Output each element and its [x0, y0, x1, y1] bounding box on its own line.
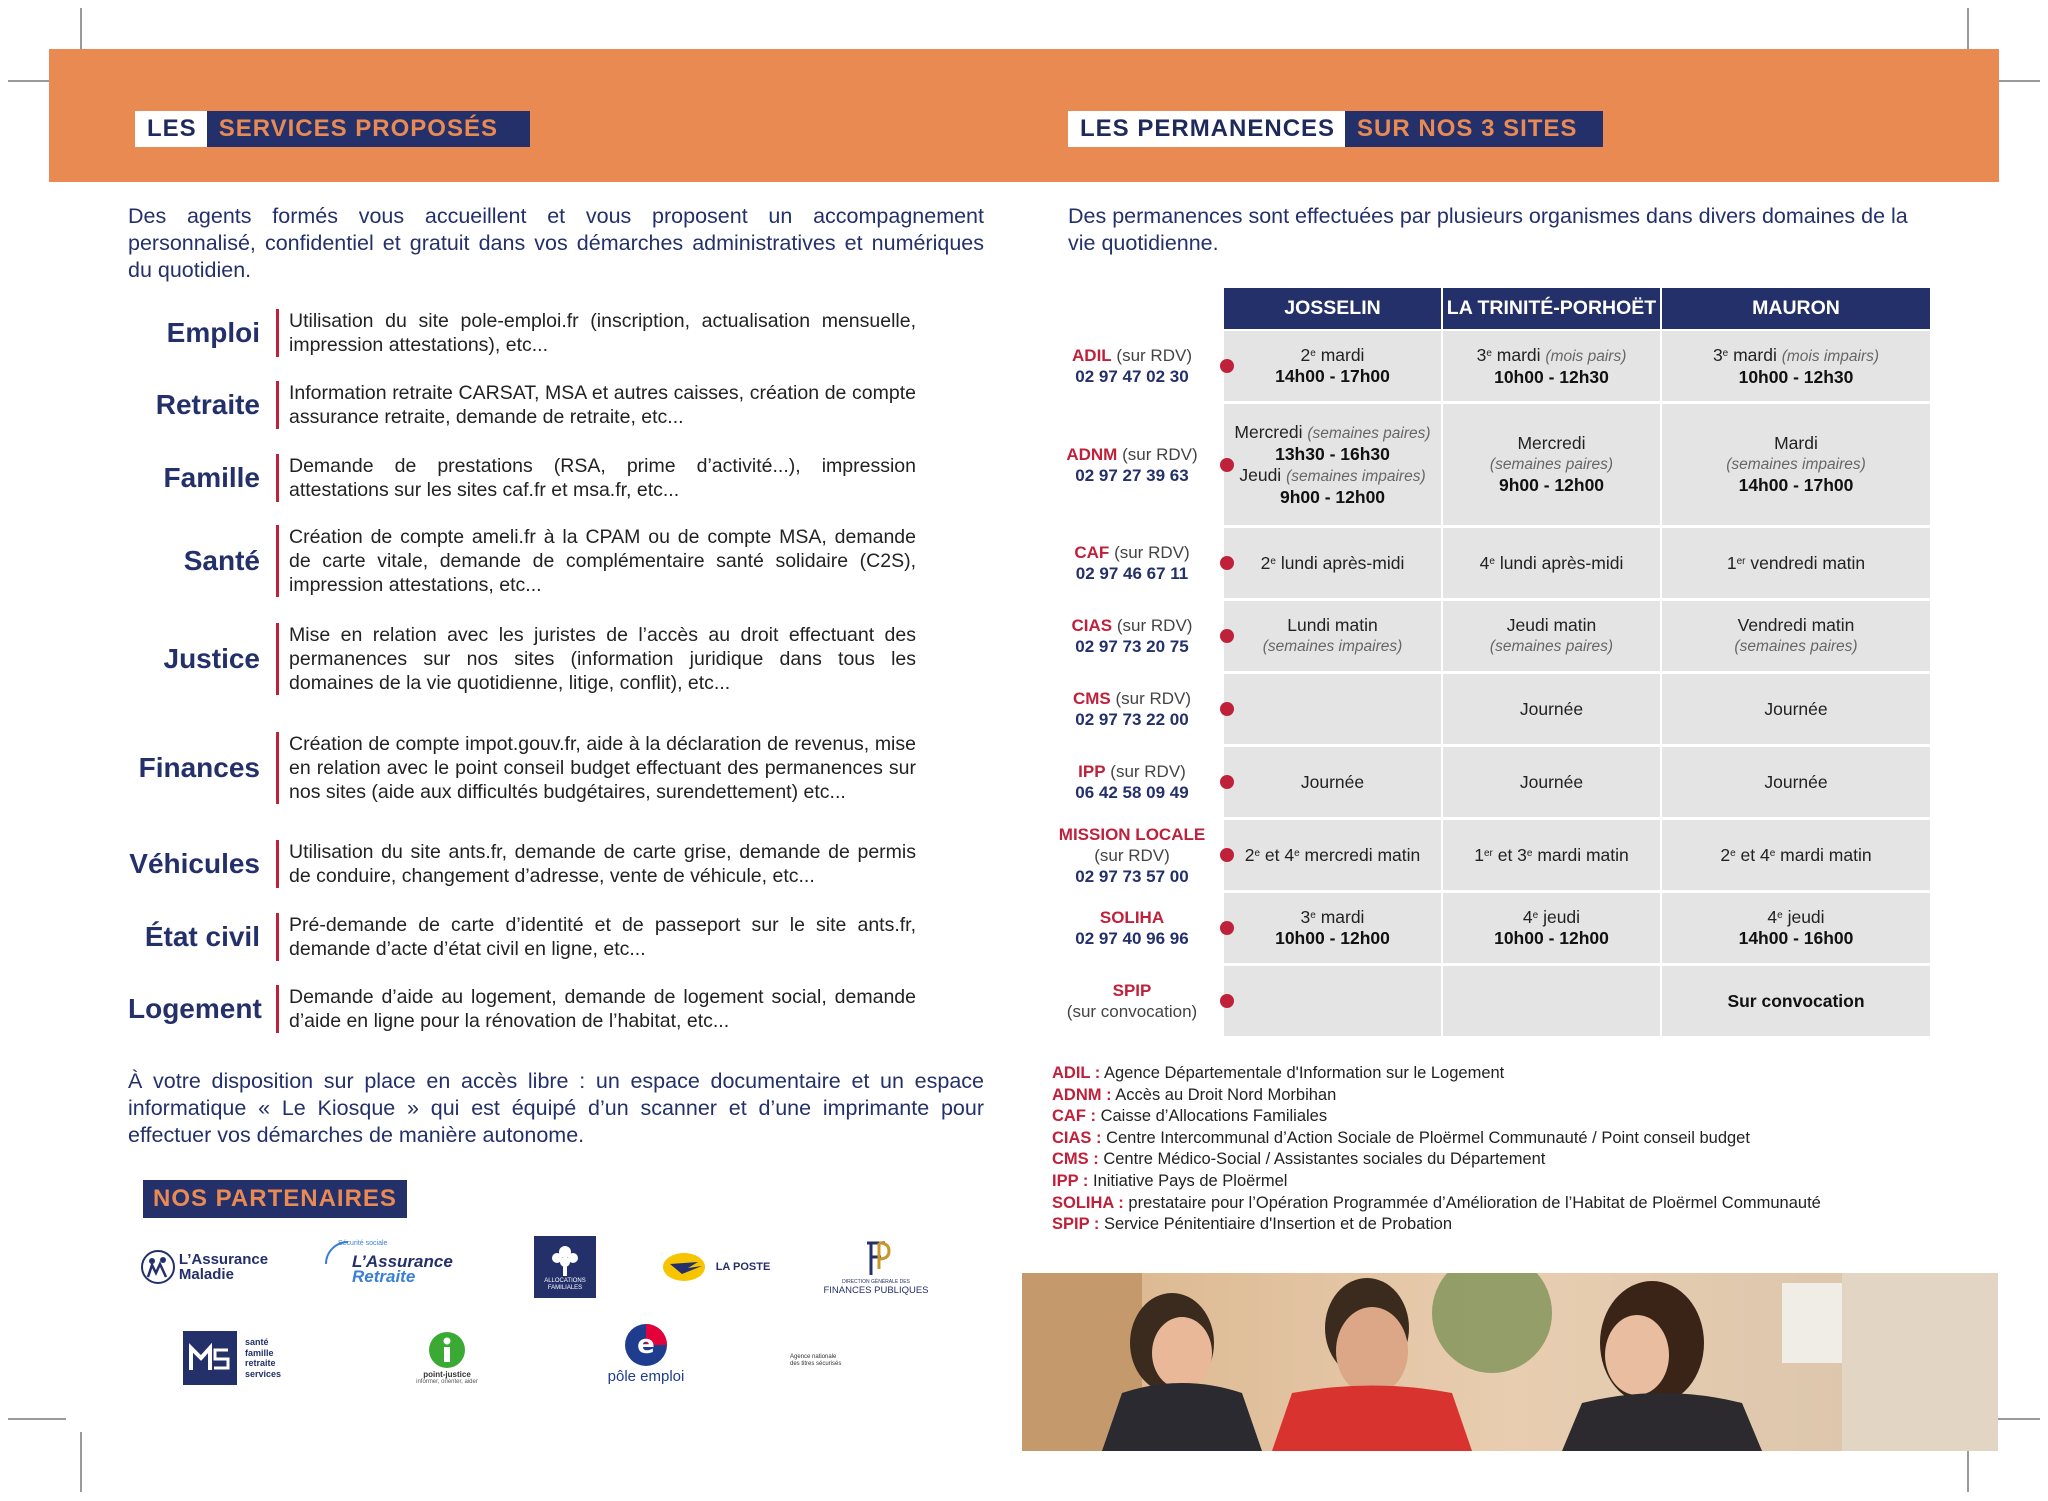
- cell-adil-trinite: [1443, 331, 1662, 401]
- org-sub: (sur RDV): [1094, 845, 1170, 865]
- logo-text: Maladie: [178, 1266, 234, 1283]
- service-sante: [128, 524, 916, 598]
- cell-day: lundi après-midi: [1275, 552, 1405, 573]
- service-justice: [128, 622, 916, 696]
- cell-day: jeudi: [1782, 907, 1825, 927]
- logo-text: santé: [244, 1337, 269, 1347]
- cell-day: mardi matin: [1532, 844, 1629, 865]
- acronym-legend: [1052, 1063, 1821, 1236]
- cell-ml-josselin: [1224, 820, 1443, 890]
- cell-note: (mois impairs): [1781, 347, 1880, 365]
- logo-text: retraite: [244, 1358, 276, 1368]
- cell-ordinal: 2: [1244, 844, 1255, 865]
- services-outro: À votre disposition sur place en accès libre : un espace documentaire et un espace informatique « Le Kiosque » qui est équipé d’un scanner et d’une imprimante pour effectuer vos démarches de manière autonome.: [128, 1069, 984, 1147]
- table-row-ipp: [1040, 747, 1930, 817]
- table-row-adnm: [1040, 404, 1930, 525]
- cell-ordinal-suffix: e: [1769, 847, 1776, 859]
- cell-time: 10h00 - 12h00: [1494, 928, 1609, 948]
- permanences-title-white: LES PERMANENCES: [1068, 111, 1345, 147]
- service-description: Information retraite CARSAT, MSA et autres caisses, création de compte assurance retraite, demande de retraite, etc...: [276, 381, 916, 429]
- people-photo-illustration: [1022, 1273, 1998, 1451]
- cell-ordinal-suffix: e: [1777, 910, 1783, 921]
- org-sub: (sur RDV): [1116, 346, 1192, 365]
- cell-time: 10h00 - 12h30: [1738, 366, 1854, 387]
- column-la-trinite: LA TRINITÉ-PORHOËT: [1443, 288, 1662, 329]
- photo-agents: [1022, 1273, 1998, 1451]
- cell-ipp-mauron: Journée: [1662, 747, 1930, 817]
- service-description: Demande d’aide au logement, demande de logement social, demande d’aide en ligne pour la rénovation de l’habitat, etc...: [276, 985, 916, 1033]
- cell-ordinal: 2: [1260, 552, 1271, 573]
- logo-dgfip: [816, 1234, 936, 1300]
- cell-day: mercredi matin: [1299, 844, 1421, 865]
- org-ipp: [1040, 747, 1224, 817]
- cell-ml-mauron: [1662, 820, 1930, 890]
- cell-note: (mois pairs): [1545, 347, 1627, 365]
- org-mission-locale: [1040, 820, 1224, 890]
- cell-ordinal-suffix: e: [1310, 348, 1316, 359]
- org-name: MISSION LOCALE: [1058, 824, 1206, 844]
- cell-ordinal: 3: [1300, 907, 1311, 927]
- legend-text: Accès au Droit Nord Morbihan: [1115, 1085, 1337, 1104]
- cell-ordinal: 1: [1474, 844, 1484, 865]
- column-josselin: JOSSELIN: [1224, 288, 1443, 329]
- logo-text: FINANCES PUBLIQUES: [823, 1284, 929, 1296]
- services-title-white: LES: [135, 111, 207, 147]
- legend-key: SOLIHA :: [1052, 1193, 1124, 1212]
- org-sub: (sur RDV): [1110, 762, 1186, 781]
- cell-time: 14h00 - 17h00: [1275, 366, 1390, 386]
- service-label: Famille: [163, 462, 260, 493]
- table-row-cms: [1040, 674, 1930, 744]
- assurance-maladie-icon: [140, 1249, 176, 1285]
- service-label: État civil: [144, 921, 260, 952]
- org-cias: [1040, 601, 1224, 671]
- legend-key: CAF :: [1052, 1107, 1096, 1126]
- service-description: Pré-demande de carte d’identité et de passeport sur le site ants.fr, demande d’acte d’état civil en ligne, etc...: [276, 913, 916, 961]
- cell-day: mardi: [1728, 344, 1777, 365]
- legend-key: ADIL :: [1052, 1064, 1101, 1082]
- bullet-dot: [1220, 848, 1234, 862]
- cell-caf-josselin: [1224, 528, 1443, 598]
- cell-day: Lundi matin: [1287, 615, 1378, 635]
- cell-note: (semaines impaires): [1286, 467, 1426, 485]
- bullet-dot: [1220, 359, 1234, 373]
- cell-ordinal: 4: [1522, 907, 1533, 927]
- cell-day: mardi: [1491, 344, 1541, 365]
- logo-text: Sécurité sociale: [338, 1240, 388, 1247]
- permanences-title: [1068, 111, 1603, 147]
- table-header: [1224, 288, 1930, 329]
- org-sub: (sur RDV): [1115, 689, 1192, 708]
- legend-text: Centre Médico-Social / Assistantes sociales du Département: [1103, 1150, 1546, 1169]
- cell-adil-mauron: [1662, 331, 1930, 401]
- permanences-title-blue: SUR NOS 3 SITES: [1345, 111, 1603, 147]
- cell-cms-josselin: [1224, 674, 1443, 744]
- service-label: Justice: [163, 643, 260, 674]
- logo-msa: [174, 1330, 290, 1386]
- cell-note: (semaines impaires): [1726, 456, 1866, 473]
- logo-text: LA POSTE: [715, 1261, 771, 1273]
- legend-item: [1052, 1214, 1821, 1236]
- cell-ordinal: 1: [1726, 552, 1737, 573]
- legend-item: [1052, 1149, 1821, 1171]
- org-name: CAF: [1074, 543, 1110, 562]
- cell-day: Mardi: [1774, 433, 1818, 453]
- bullet-dot: [1220, 994, 1234, 1008]
- logo-assurance-retraite: [324, 1240, 474, 1292]
- org-adil: [1040, 331, 1224, 401]
- cell-adnm-mauron: [1662, 404, 1930, 525]
- cell-ordinal: 3: [1712, 344, 1723, 365]
- service-retraite: [128, 380, 916, 430]
- cell-ordinal: 3: [1476, 344, 1487, 365]
- service-logement: [128, 984, 916, 1034]
- cell-caf-mauron: [1662, 528, 1930, 598]
- cell-time: 9h00 - 12h00: [1279, 486, 1386, 507]
- cell-ml-trinite: [1443, 820, 1662, 890]
- legend-key: SPIP :: [1052, 1215, 1100, 1234]
- service-description: Utilisation du site ants.fr, demande de carte grise, demande de permis de conduire, changement d’adresse, vente de véhicule, etc...: [276, 840, 916, 888]
- service-description: Demande de prestations (RSA, prime d’activité...), impression attestations sur les sites caf.fr et msa.fr, etc...: [276, 454, 916, 502]
- cell-time: 13h30 - 16h30: [1275, 443, 1390, 464]
- cell-day: Jeudi matin: [1506, 615, 1597, 635]
- cell-day: lundi après-midi: [1494, 552, 1624, 573]
- cell-ordinal-suffix: e: [1526, 847, 1533, 859]
- la-poste-bird-icon: [662, 1252, 710, 1282]
- cell-adil-josselin: [1224, 331, 1443, 401]
- logo-la-poste: [656, 1250, 776, 1284]
- service-description: Création de compte impot.gouv.fr, aide à la déclaration de revenus, mise en relation avec le point conseil budget effectuant des permanences sur nos sites (aide aux difficultés budgétaires, surendettement) etc...: [276, 732, 916, 804]
- crop-mark: [80, 1432, 82, 1492]
- logo-text: Agence nationale: [790, 1354, 837, 1360]
- cell-time: 14h00 - 16h00: [1738, 928, 1854, 948]
- cell-day: mardi matin: [1775, 844, 1872, 865]
- cell-ordinal-suffix: e: [1489, 555, 1495, 567]
- cell-ordinal-suffix: e: [1310, 910, 1316, 921]
- logo-text: des titres sécurisés: [790, 1361, 842, 1367]
- cell-day: mardi: [1315, 345, 1365, 365]
- cell-ordinal-suffix: e: [1486, 347, 1492, 359]
- org-phone: 02 97 73 57 00: [1075, 866, 1189, 886]
- logo-text: Retraite: [352, 1267, 416, 1286]
- cell-ordinal: et 4: [1735, 844, 1770, 865]
- legend-key: IPP :: [1052, 1171, 1089, 1190]
- cell-time: 10h00 - 12h30: [1494, 366, 1609, 387]
- cell-cias-mauron: [1662, 601, 1930, 671]
- legend-item: [1052, 1193, 1821, 1215]
- services-intro: Des agents formés vous accueillent et vous proposent un accompagnement personnalisé, confidentiel et gratuit dans vos démarches administratives et numériques du quotidien.: [128, 204, 984, 282]
- org-phone: 02 97 40 96 96: [1075, 929, 1189, 948]
- org-phone: 02 97 73 20 75: [1075, 637, 1189, 656]
- bullet-dot: [1220, 702, 1234, 716]
- org-soliha: [1040, 893, 1224, 963]
- org-sub: (sur convocation): [1066, 1002, 1198, 1021]
- logo-text: pôle emploi: [607, 1367, 685, 1385]
- org-phone: 02 97 73 22 00: [1075, 710, 1189, 729]
- legend-item: [1052, 1063, 1821, 1085]
- legend-item: [1052, 1128, 1821, 1150]
- cell-ordinal-suffix: er: [1483, 847, 1493, 859]
- cell-ordinal: 4: [1479, 552, 1490, 573]
- bullet-dot: [1220, 775, 1234, 789]
- cell-day: mardi: [1315, 907, 1365, 927]
- org-name: ADIL: [1072, 346, 1112, 365]
- service-label: Finances: [138, 752, 260, 783]
- org-caf: [1040, 528, 1224, 598]
- cell-caf-trinite: [1443, 528, 1662, 598]
- cell-spip-josselin: [1224, 966, 1443, 1036]
- cell-note: (semaines paires): [1734, 638, 1858, 655]
- org-phone: 06 42 58 09 49: [1075, 783, 1189, 802]
- table-row-cias: [1040, 601, 1930, 671]
- permanences-intro: Des permanences sont effectuées par plusieurs organismes dans divers domaines de la vie quotidienne.: [1068, 204, 1908, 255]
- cell-note: (semaines paires): [1489, 456, 1614, 473]
- cell-ordinal: 2: [1300, 345, 1311, 365]
- service-label: Logement: [128, 993, 262, 1024]
- legend-key: CIAS :: [1052, 1128, 1102, 1147]
- service-etat-civil: [128, 912, 916, 962]
- bullet-dot: [1220, 458, 1234, 472]
- service-emploi: [128, 308, 916, 358]
- service-label: Véhicules: [129, 848, 260, 879]
- cell-time: 9h00 - 12h00: [1498, 475, 1605, 495]
- legend-text: Service Pénitentiaire d'Insertion et de Probation: [1103, 1215, 1453, 1234]
- logo-caf: [534, 1236, 596, 1298]
- legend-key: ADNM :: [1052, 1085, 1112, 1104]
- bullet-dot: [1220, 629, 1234, 643]
- cell-day: Mercredi: [1234, 421, 1303, 442]
- cell-note: (semaines paires): [1307, 424, 1431, 442]
- service-description: Mise en relation avec les juristes de l’accès au droit effectuant des permanences sur nos sites (information juridique dans tous les domaines de la vie quotidienne, litige, conflit), etc...: [276, 623, 916, 695]
- logo-text: L’Assurance: [352, 1252, 453, 1271]
- cell-soliha-josselin: [1224, 893, 1443, 963]
- cell-ordinal-suffix: e: [1270, 555, 1276, 567]
- service-finances: [128, 719, 916, 817]
- logo-text: DIRECTION GÉNÉRALE DES: [842, 1278, 910, 1285]
- legend-item: [1052, 1171, 1821, 1193]
- services-title: [135, 111, 530, 147]
- cell-cias-josselin: [1224, 601, 1443, 671]
- legend-text: Caisse d’Allocations Familiales: [1100, 1107, 1328, 1126]
- org-phone: 02 97 46 67 11: [1075, 564, 1189, 583]
- cell-note: (semaines paires): [1489, 638, 1614, 655]
- legend-text: prestataire pour l’Opération Programmée d’Amélioration de l’Habitat de Ploërmel Communauté: [1128, 1193, 1821, 1212]
- org-phone: 02 97 27 39 63: [1075, 465, 1189, 485]
- cell-ordinal-suffix: e: [1532, 910, 1539, 921]
- cell-ordinal-suffix: e: [1722, 347, 1729, 359]
- cell-note: (semaines impaires): [1262, 638, 1403, 655]
- logo-text: point-justice: [423, 1369, 471, 1379]
- cell-day: Vendredi matin: [1737, 615, 1855, 635]
- cell-adnm-trinite: [1443, 404, 1662, 525]
- cell-time: 14h00 - 17h00: [1738, 475, 1854, 495]
- legend-item: [1052, 1106, 1821, 1128]
- cell-cias-trinite: [1443, 601, 1662, 671]
- cell-ordinal-suffix: e: [1254, 847, 1261, 859]
- logo-text: ALLOCATIONS: [544, 1278, 586, 1284]
- logo-ants: [790, 1350, 866, 1372]
- crop-mark: [8, 1418, 66, 1420]
- legend-text: Agence Départementale d'Information sur le Logement: [1103, 1064, 1505, 1082]
- column-mauron: MAURON: [1662, 288, 1930, 329]
- service-famille: [128, 453, 916, 503]
- dgfip-monogram-icon: [859, 1239, 893, 1279]
- logo-assurance-maladie: [136, 1245, 272, 1289]
- service-description: Création de compte ameli.fr à la CPAM ou de compte MSA, demande de carte vitale, demande de complémentaire santé solidaire (C2S), impression attestations, etc...: [276, 525, 916, 597]
- pole-emploi-icon: [623, 1322, 669, 1368]
- cell-ordinal-suffix: e: [1294, 847, 1300, 859]
- table-row-adil: [1040, 331, 1930, 401]
- cell-cms-trinite: Journée: [1443, 674, 1662, 744]
- cell-day: Jeudi: [1239, 464, 1282, 485]
- cell-time: 10h00 - 12h00: [1275, 928, 1390, 948]
- org-name: ADNM: [1066, 444, 1118, 464]
- cell-ordinal: 4: [1767, 907, 1778, 927]
- logo-text: informer, orienter, aider: [416, 1378, 478, 1385]
- cell-day: vendredi matin: [1745, 552, 1866, 573]
- table-row-soliha: [1040, 893, 1930, 963]
- point-justice-icon: [427, 1330, 467, 1370]
- table-row-mission-locale: [1040, 820, 1930, 890]
- org-sub: (sur RDV): [1116, 616, 1193, 635]
- cell-ordinal-suffix: e: [1730, 847, 1736, 859]
- cell-ipp-josselin: Journée: [1224, 747, 1443, 817]
- org-name: SPIP: [1112, 981, 1152, 1000]
- legend-text: Initiative Pays de Ploërmel: [1092, 1171, 1288, 1190]
- table-row-spip: [1040, 966, 1930, 1036]
- cell-spip-mauron: [1662, 966, 1930, 1036]
- legend-text: Centre Intercommunal d’Action Sociale de Ploërmel Communauté / Point conseil budget: [1106, 1128, 1750, 1147]
- cell-ordinal: 2: [1720, 844, 1731, 865]
- cell-soliha-trinite: [1443, 893, 1662, 963]
- org-name: CIAS: [1071, 616, 1113, 635]
- cell-soliha-mauron: [1662, 893, 1930, 963]
- org-adnm: [1040, 404, 1224, 525]
- cell-value: Sur convocation: [1727, 990, 1865, 1011]
- cell-day: jeudi: [1538, 907, 1581, 927]
- legend-item: [1052, 1085, 1821, 1107]
- cell-spip-trinite: [1443, 966, 1662, 1036]
- services-title-blue: SERVICES PROPOSÉS: [207, 111, 530, 147]
- org-spip: [1040, 966, 1224, 1036]
- caf-tree-icon: [545, 1242, 585, 1278]
- org-sub: (sur RDV): [1114, 543, 1190, 562]
- cell-ipp-trinite: Journée: [1443, 747, 1662, 817]
- org-cms: [1040, 674, 1224, 744]
- org-phone: 02 97 47 02 30: [1075, 367, 1189, 386]
- service-label: Santé: [183, 545, 260, 576]
- legend-key: CMS :: [1052, 1150, 1099, 1169]
- msa-icon: [183, 1331, 237, 1385]
- org-name: CMS: [1072, 689, 1111, 708]
- org-sub: (sur RDV): [1122, 444, 1198, 464]
- logo-point-justice: [392, 1324, 502, 1390]
- org-name: IPP: [1078, 762, 1106, 781]
- cell-cms-mauron: Journée: [1662, 674, 1930, 744]
- bullet-dot: [1220, 556, 1234, 570]
- logo-pole-emploi: [596, 1320, 696, 1386]
- service-label: Emploi: [166, 317, 260, 348]
- org-name: SOLIHA: [1099, 908, 1165, 927]
- cell-ordinal: et 3: [1492, 844, 1527, 865]
- cell-ordinal-suffix: er: [1736, 555, 1746, 567]
- cell-day: Mercredi: [1517, 433, 1586, 453]
- service-description: Utilisation du site pole-emploi.fr (inscription, actualisation mensuelle, impression attestations), etc...: [276, 309, 916, 357]
- cell-ordinal: et 4: [1260, 844, 1295, 865]
- logo-text: FAMILIALES: [547, 1285, 583, 1291]
- logo-text: famille: [244, 1347, 274, 1358]
- service-label: Retraite: [155, 389, 260, 420]
- service-vehicules: [128, 839, 916, 889]
- logo-text: L’Assurance: [178, 1251, 269, 1268]
- logo-text: services: [244, 1368, 282, 1379]
- bullet-dot: [1220, 921, 1234, 935]
- svg-text:e: e: [637, 1329, 655, 1360]
- cell-adnm-josselin: [1224, 404, 1443, 525]
- partners-title: NOS PARTENAIRES: [143, 1180, 407, 1218]
- table-row-caf: [1040, 528, 1930, 598]
